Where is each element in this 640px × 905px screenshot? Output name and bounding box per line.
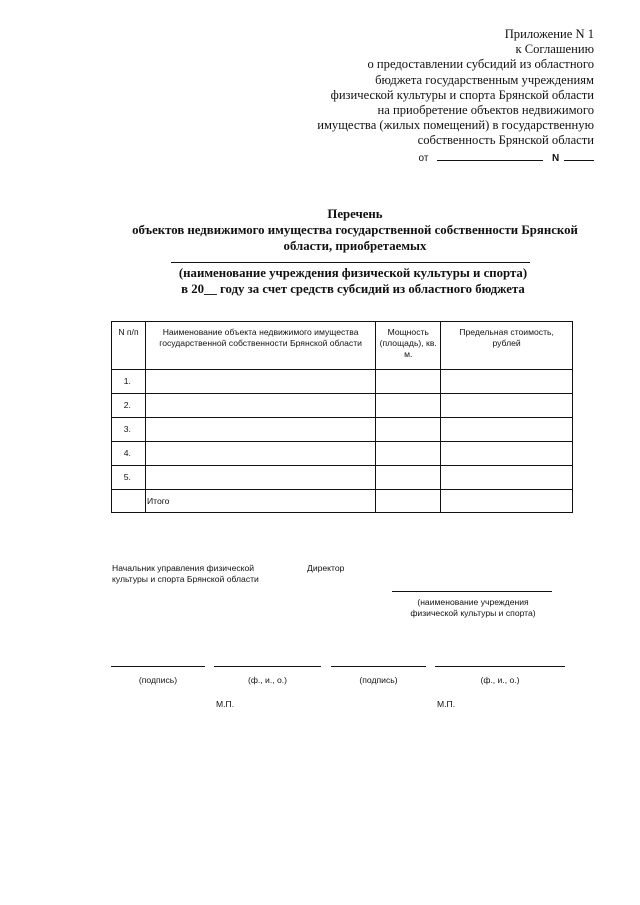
appendix-line: собственность Брянской области [417,133,594,148]
appendix-line: физической культуры и спорта Брянской области [330,87,594,102]
title-line: Перечень [327,207,383,221]
row-capacity-cell[interactable] [376,394,441,418]
signer-title-line: культуры и спорта Брянской области [112,574,259,584]
row-number: 5. [112,466,146,490]
stamp-label-right: М.П. [437,699,456,709]
appendix-line: на приобретение объектов недвижимого [377,103,594,118]
property-table [111,321,573,513]
appendix-line: Приложение N 1 [504,27,594,41]
row-cost-cell[interactable] [441,394,573,418]
appendix-line: к Соглашению [515,42,594,57]
appendix-line: имущества (жилых помещений) в государственную [317,118,594,133]
table-total-row [112,490,573,513]
initials-line-right [435,666,565,667]
row-name-cell[interactable] [145,418,375,442]
initials-caption-right: (ф., и., о.) [480,675,520,685]
row-number: 3. [112,418,146,442]
row-number: 2. [112,394,146,418]
row-capacity-cell[interactable] [376,442,441,466]
signature-line-right [331,666,426,667]
from-label: от [418,152,429,164]
row-cost-cell[interactable] [441,442,573,466]
row-capacity-cell[interactable] [376,418,441,442]
total-label: Итого [145,490,375,513]
row-capacity-cell[interactable] [376,466,441,490]
row-cost-cell[interactable] [441,466,573,490]
number-label: N [551,152,560,164]
row-cost-cell[interactable] [441,370,573,394]
column-header-number: N п/п [112,322,146,370]
appendix-block [234,27,594,166]
row-name-cell[interactable] [145,442,375,466]
row-number: 4. [112,442,146,466]
document-subtitle [0,265,640,297]
table-row [112,394,573,418]
document-title [0,206,640,254]
row-name-cell[interactable] [145,370,375,394]
appendix-date-line [234,150,594,166]
column-header-cost: Предельная стоимость, рублей [441,322,573,370]
head-of-department-title [112,563,259,585]
signature-caption-right: (подпись) [359,675,398,685]
row-capacity-cell[interactable] [376,370,441,394]
institution-name-rule [171,262,530,263]
row-cost-cell[interactable] [441,418,573,442]
row-name-cell[interactable] [145,466,375,490]
date-blank [437,150,543,161]
row-name-cell[interactable] [145,394,375,418]
total-cost-cell[interactable] [441,490,573,513]
table-row [112,418,573,442]
appendix-line: о предоставлении субсидий из областного [367,57,594,72]
title-line: объектов недвижимого имущества государственной собственности Брянской [132,223,578,237]
title-line: области, приобретаемых [283,239,427,253]
caption-line: (наименование учреждения [417,597,529,607]
appendix-line: бюджета государственным учреждениям [375,72,594,87]
subtitle-line: (наименование учреждения физической культуры и спорта) [178,266,528,280]
signature-line-left [111,666,205,667]
row-number: 1. [112,370,146,394]
table-header-row [112,322,573,370]
initials-line-left [214,666,321,667]
institution-name-line [392,591,552,592]
column-header-capacity: Мощность (площадь), кв. м. [376,322,441,370]
number-blank [564,150,594,161]
signature-caption-left: (подпись) [138,675,178,685]
initials-caption-left: (ф., и., о.) [247,675,288,685]
column-header-name: Наименование объекта недвижимого имущества государственной собственности Брянской области [145,322,375,370]
subtitle-line: в 20__ году за счет средств субсидий из областного бюджета [181,282,525,296]
caption-line: физической культуры и спорта) [410,608,536,618]
total-capacity-cell[interactable] [376,490,441,513]
institution-name-caption [390,597,556,619]
table-row [112,370,573,394]
total-number-cell [112,490,146,513]
director-title: Директор [307,563,345,573]
stamp-label-left: М.П. [216,699,235,709]
table-row [112,466,573,490]
table-row [112,442,573,466]
signer-title-line: Начальник управления физической [112,563,255,573]
